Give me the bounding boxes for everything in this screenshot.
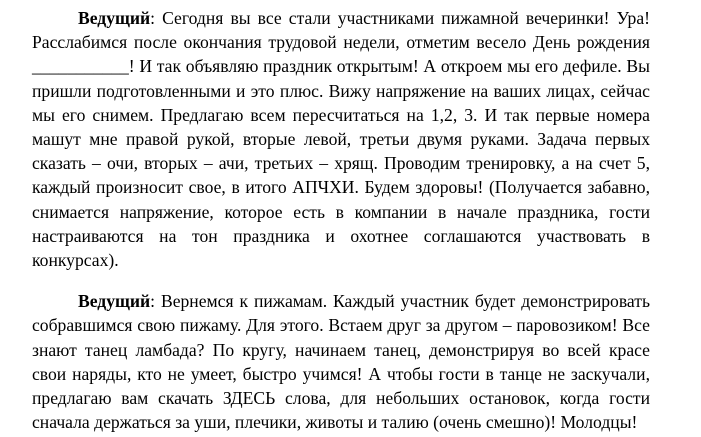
speaker-label: Ведущий (78, 8, 151, 28)
document-page (32, 6, 650, 434)
paragraph-pajamas (32, 289, 650, 434)
paragraph-text: : Сегодня вы все стали участниками пижамной вечеринки! Ура! Расслабимся после окончания трудовой недели, отметим весело День рождения ___________! И так объявляю праздник открытым! А откроем мы его дефиле. Вы пришли подготовленными и это плюс. Вижу напряжение на ваших лицах, сейчас мы его снимем. Предлагаю всем пересчитаться на 1,2, 3. И так первые номера машут мне правой рукой, вторые левой, третьи двумя руками. Задача первых сказать – очи, вторых – ачи, третьих – хрящ. Проводим тренировку, а на счет 5, каждый произносит свое, в итого АПЧХИ. Будем здоровы! (Получается забавно, снимается напряжение, которое есть в компании в начале праздника, гости настраиваются на тон праздника и охотнее соглашаются участвовать в конкурсах). (32, 8, 650, 271)
paragraph-intro (32, 6, 650, 272)
paragraph-text: : Вернемся к пижамам. Каждый участник будет демонстрировать собравшимся свою пижаму. Для этого. Встаем друг за другом – паровозиком! Все знают танец ламбада? По кругу, начинаем танец, демонстрируя во всей красе свои наряды, кто не умеет, быстро учимся! А чтобы гости в танце не заскучали, предлагаю вам скачать ЗДЕСЬ слова, для небольших остановок, когда гости сначала держаться за уши, плечики, животы и талию (очень смешно)! Молодцы! (32, 291, 650, 433)
speaker-label: Ведущий (78, 291, 151, 312)
